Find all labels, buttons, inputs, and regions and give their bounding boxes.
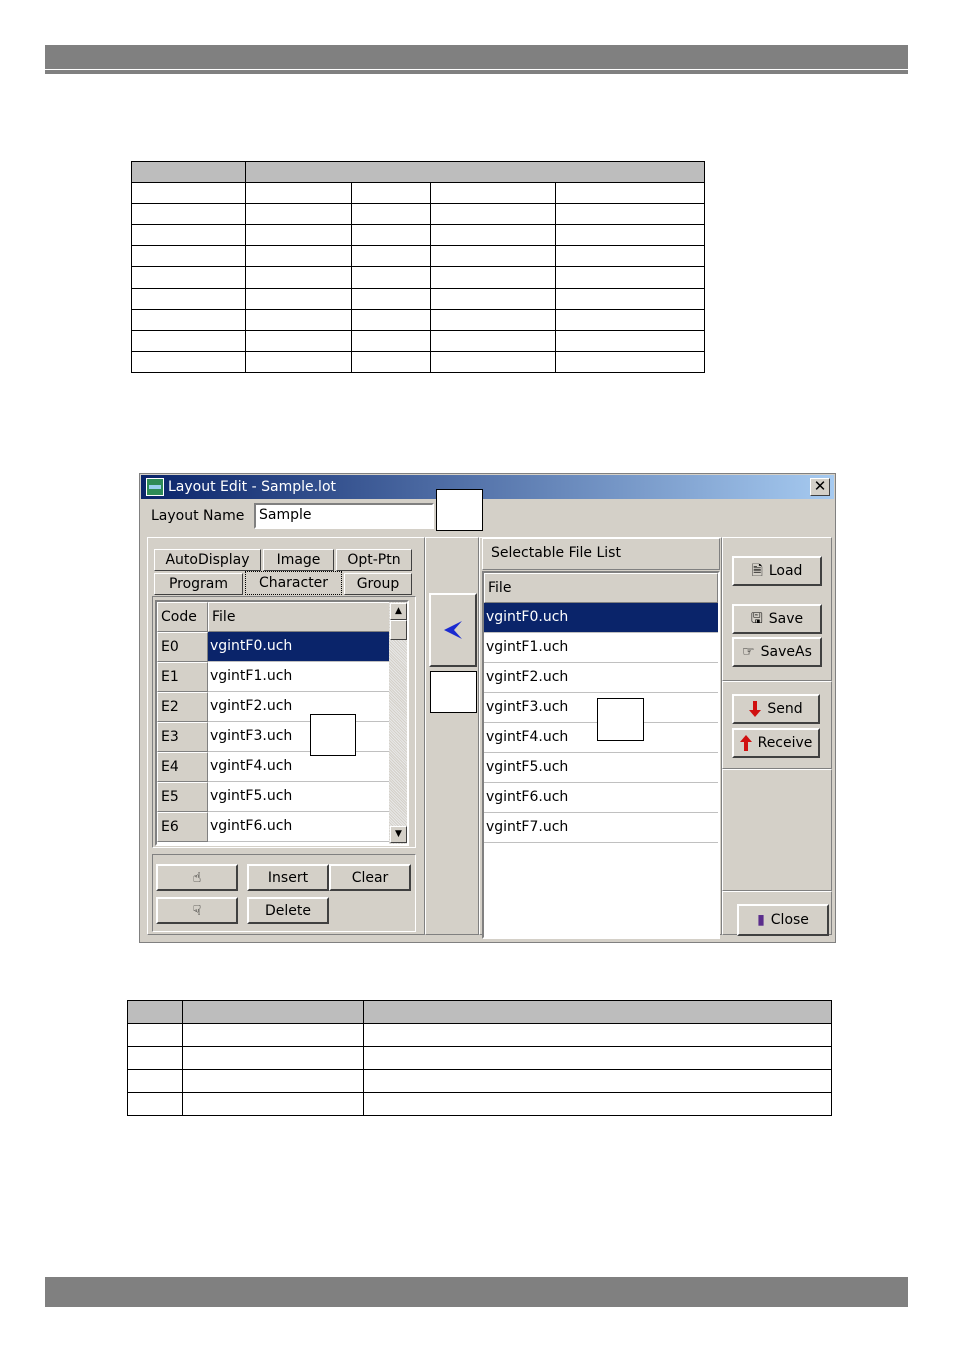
layout-name-label: Layout Name (151, 508, 245, 524)
code-cell: E2 (157, 692, 208, 722)
code-cell: E5 (157, 782, 208, 812)
list-item[interactable]: vgintF0.uch (484, 603, 718, 633)
move-up-button[interactable] (156, 864, 238, 891)
hand-up-icon: ☝ (192, 869, 202, 886)
layout-name-input[interactable]: Sample (254, 503, 434, 529)
folder-icon: ☞ (742, 644, 755, 660)
header-rule (45, 70, 908, 74)
arrow-down-icon (749, 701, 761, 717)
document-icon: 🗎 (751, 563, 763, 579)
saveas-button[interactable] (732, 637, 822, 667)
list-item[interactable]: vgintF5.uch (208, 782, 389, 812)
header-band (45, 45, 908, 69)
list-item[interactable]: vgintF2.uch (208, 692, 389, 722)
footer-band (45, 1277, 908, 1307)
hand-down-icon: ☟ (192, 902, 202, 919)
load-label: Load (768, 563, 803, 579)
code-cell: E3 (157, 722, 208, 752)
scroll-up-icon[interactable]: ▲ (390, 603, 407, 620)
table-cell (132, 162, 246, 183)
tab-character[interactable]: Character (245, 571, 342, 595)
list-item[interactable]: vgintF0.uch (208, 632, 389, 662)
exit-door-icon: ▮ (757, 912, 765, 928)
bottom-table (127, 1000, 832, 1116)
send-label: Send (767, 701, 803, 717)
column-header-file[interactable]: File (484, 573, 718, 603)
column-header-file[interactable]: File (208, 602, 391, 632)
tab-program[interactable]: Program (154, 573, 243, 595)
title-bar (141, 475, 834, 499)
list-item[interactable]: vgintF3.uch (208, 722, 389, 752)
code-cell: E6 (157, 812, 208, 842)
callout-box (310, 714, 356, 756)
insert-button[interactable]: Insert (247, 864, 329, 891)
table-cell (245, 162, 704, 183)
scroll-down-icon[interactable]: ▼ (390, 826, 407, 843)
code-cell: E1 (157, 662, 208, 692)
list-item[interactable]: vgintF5.uch (484, 753, 718, 783)
list-item[interactable]: vgintF3.uch (484, 693, 718, 723)
close-label: Close (770, 912, 809, 928)
callout-box (597, 698, 644, 741)
saveas-label: SaveAs (760, 644, 812, 660)
move-down-button[interactable] (156, 897, 238, 924)
list-item[interactable]: vgintF2.uch (484, 663, 718, 693)
list-item[interactable]: vgintF1.uch (208, 662, 389, 692)
save-icon: 🖫 (750, 611, 763, 627)
tab-group[interactable]: Group (344, 573, 412, 595)
send-button[interactable] (732, 694, 820, 724)
code-cell: E4 (157, 752, 208, 782)
scroll-thumb[interactable] (390, 620, 407, 640)
layout-edit-window (139, 473, 836, 943)
load-button[interactable] (732, 556, 822, 586)
receive-button[interactable] (732, 728, 820, 758)
save-button[interactable] (732, 604, 822, 634)
close-icon[interactable]: ✕ (810, 478, 830, 496)
transfer-button[interactable] (429, 593, 477, 667)
tab-opt-ptn[interactable]: Opt-Ptn (336, 549, 412, 571)
character-list[interactable] (155, 600, 409, 846)
callout-box (436, 489, 483, 531)
app-icon (146, 478, 164, 496)
list-item[interactable]: vgintF4.uch (208, 752, 389, 782)
arrow-up-icon (740, 735, 752, 751)
delete-button[interactable]: Delete (247, 897, 329, 924)
window-title: Layout Edit - Sample.lot (168, 479, 336, 495)
spacer-panel (722, 769, 832, 891)
selectable-file-list-title: Selectable File List (482, 538, 720, 570)
list-item[interactable]: vgintF4.uch (484, 723, 718, 753)
column-header-code[interactable]: Code (157, 602, 208, 632)
list-item[interactable]: vgintF6.uch (484, 783, 718, 813)
close-button[interactable] (737, 904, 829, 936)
list-item[interactable]: vgintF7.uch (484, 813, 718, 843)
tab-image[interactable]: Image (263, 549, 334, 571)
clear-button[interactable]: Clear (329, 864, 411, 891)
save-label: Save (768, 611, 804, 627)
list-item[interactable]: vgintF1.uch (484, 633, 718, 663)
top-table (131, 161, 705, 373)
tab-autodisplay[interactable]: AutoDisplay (154, 549, 261, 571)
selectable-file-list[interactable] (482, 571, 720, 939)
code-cell: E0 (157, 632, 208, 662)
callout-box (430, 671, 477, 713)
receive-label: Receive (757, 735, 813, 751)
list-item[interactable]: vgintF6.uch (208, 812, 389, 842)
arrow-left-icon (442, 620, 464, 640)
